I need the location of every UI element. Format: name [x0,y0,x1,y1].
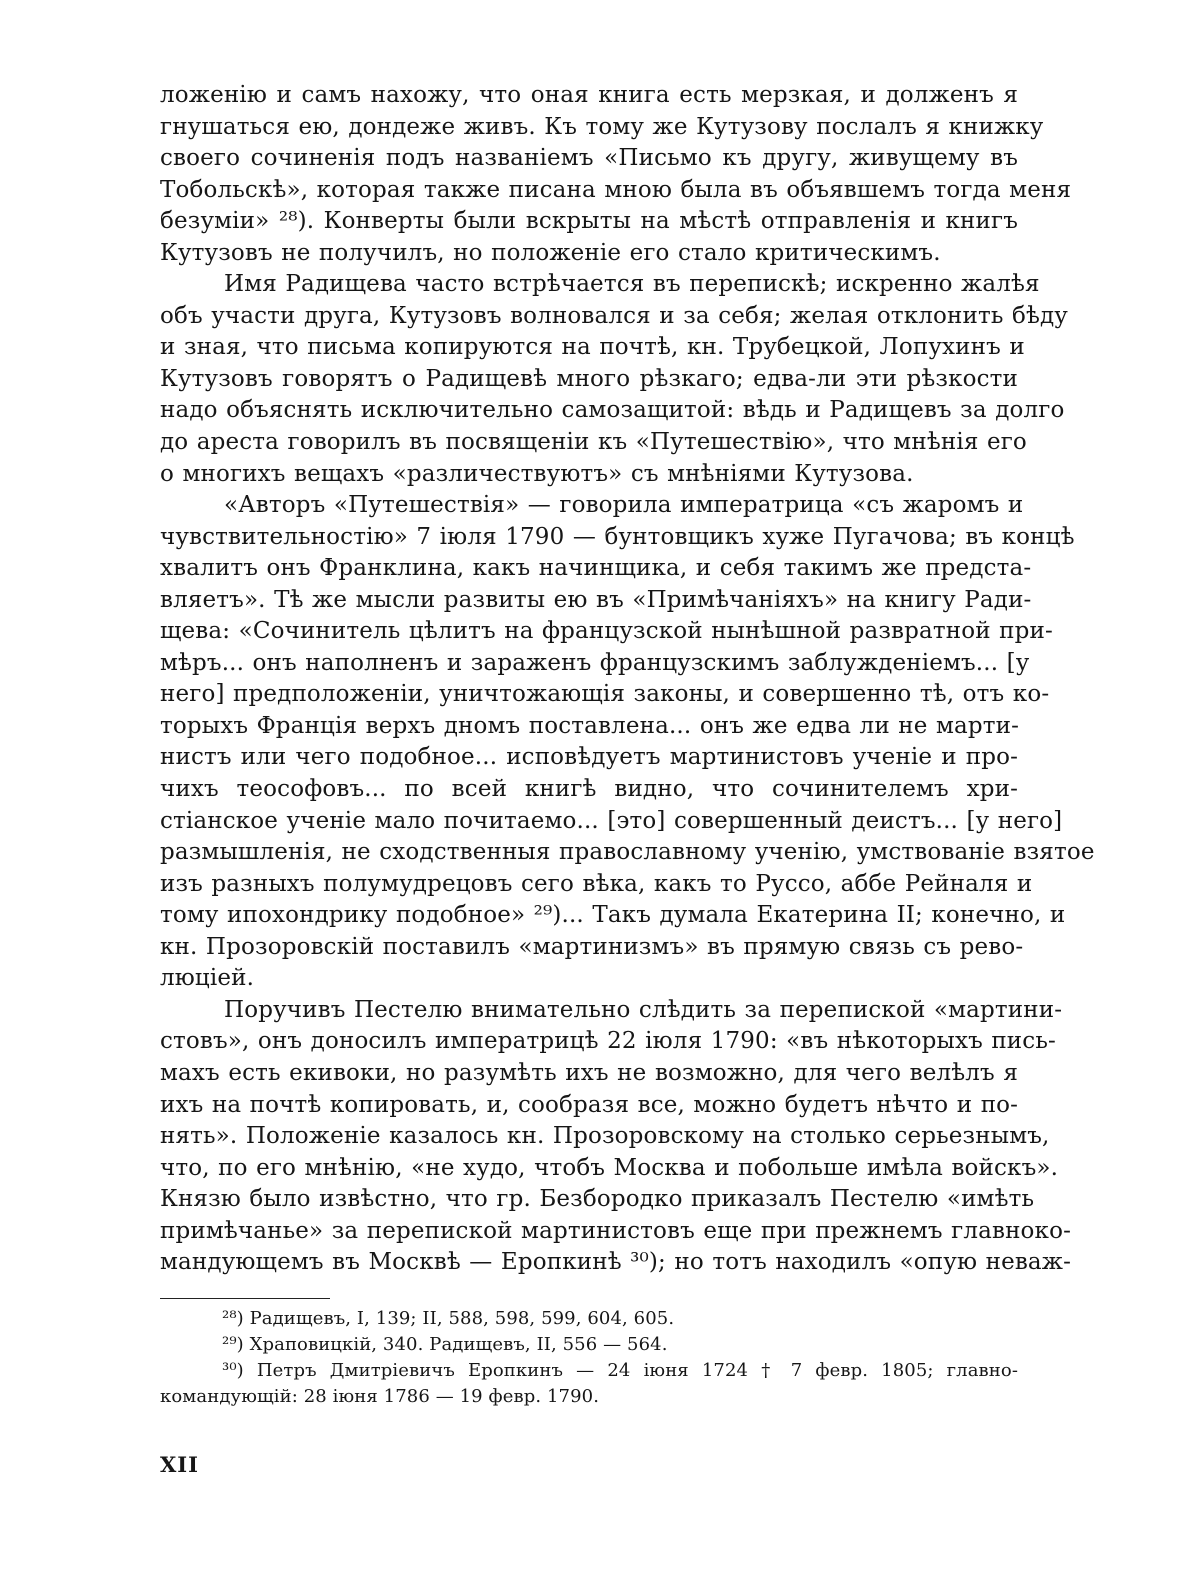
footnotes [160,1306,1018,1410]
text-line: Князю было извѣстно, что гр. Безбородко приказалъ Пестелю «имѣть [160,1186,1035,1213]
footnote-divider [160,1298,330,1299]
footnote-29: ²⁹) Храповицкій, 340. Радищевъ, II, 556 — 564. [222,1334,668,1355]
text-line: до ареста говорилъ въ посвященіи къ «Путешествію», что мнѣнія его [160,429,1027,456]
footnote-30: ³⁰) Петръ Дмитріевичъ Еропкинъ — 24 іюня 1724 † 7 февр. 1805; главно- [222,1360,1018,1381]
text-line: кн. Прозоровскій поставилъ «мартинизмъ» въ прямую связь съ рево- [160,933,1024,960]
text-line: размышленія, не сходственныя православному ученію, умствованіе взятое [160,839,1095,866]
text-line: торыхъ Франція верхъ дномъ поставлена... онъ же едва ли не марти- [160,712,1020,739]
text-line: махъ есть екивоки, но разумѣть ихъ не возможно, для чего велѣлъ я [160,1059,1018,1086]
footnote-28: ²⁸) Радищевъ, I, 139; II, 588, 598, 599, 604, 605. [222,1308,675,1329]
text-line: объ участи друга, Кутузовъ волновался и за себя; желая отклонить бѣду [160,302,1068,329]
text-line: Имя Радищева часто встрѣчается въ перепискѣ; искренно жалѣя [224,271,1040,298]
paragraph-2 [160,269,1068,490]
text-line: что, по его мнѣнію, «не худо, чтобъ Москва и побольше имѣла войскъ». [160,1154,1059,1181]
text-line: примѣчанье» за перепиской мартинистовъ еще при прежнемъ главноко- [160,1217,1071,1244]
paragraph-3 [160,490,1095,995]
page-number: XII [160,1452,199,1477]
footnote-30-continued: командующій: 28 іюня 1786 — 19 февр. 1790. [160,1386,600,1407]
text-line: хвалитъ онъ Франклина, какъ начинщика, и себя такимъ же предста- [160,555,1032,582]
text-line: безуміи» ²⁸). Конверты были вскрыты на мѣстѣ отправленія и книгъ [160,208,1018,235]
text-line: чувствительностію» 7 іюля 1790 — бунтовщикъ хуже Пугачова; въ концѣ [160,523,1075,550]
text-line: нистъ или чего подобное... исповѣдуетъ мартинистовъ ученіе и про- [160,744,1018,771]
text-line: гнушаться ею, дондеже живъ. Къ тому же Кутузову послалъ я книжку [160,113,1044,140]
text-line: люціей. [160,965,255,992]
paragraph-1 [160,80,1072,269]
text-line: о многихъ вещахъ «различествуютъ» съ мнѣніями Кутузова. [160,460,914,487]
text-line: мѣръ... онъ наполненъ и зараженъ французскимъ заблужденіемъ... [у [160,649,1030,676]
text-line: Кутузовъ говорятъ о Радищевѣ много рѣзкаго; едва-ли эти рѣзкости [160,365,1018,392]
text-line: «Авторъ «Путешествія» — говорила императрица «съ жаромъ и [224,492,1024,519]
text-line: стовъ», онъ доносилъ императрицѣ 22 іюля 1790: «въ нѣкоторыхъ пись- [160,1028,1056,1055]
text-line: ихъ на почтѣ копировать, и, сообразя все, можно будетъ нѣчто и по- [160,1091,1019,1118]
text-line: мандующемъ въ Москвѣ — Еропкинѣ ³⁰); но тотъ находилъ «опую неваж- [160,1249,1072,1276]
text-line: стіанское ученіе мало почитаемо... [это] совершенный деистъ... [у него] [160,807,1063,834]
text-line: вляетъ». Тѣ же мысли развиты ею въ «Примѣчаніяхъ» на книгу Ради- [160,586,1032,613]
paragraph-4 [160,995,1072,1279]
text-line: Тобольскѣ», которая также писана мною была въ объявшемъ тогда меня [160,176,1072,203]
text-line: нять». Положеніе казалось кн. Прозоровскому на столько серьезнымъ, [160,1123,1050,1150]
text-line: надо объяснять исключительно самозащитой: вѣдь и Радищевъ за долго [160,397,1065,424]
text-line: Кутузовъ не получилъ, но положеніе его стало критическимъ. [160,239,941,266]
text-line: него] предположеніи, уничтожающія законы, и совершенно тѣ, отъ ко- [160,681,1050,708]
body-text [160,80,1095,1279]
text-line: щева: «Сочинитель цѣлитъ на французской нынѣшной развратной при- [160,618,1053,645]
text-line: тому ипохондрику подобное» ²⁹)... Такъ думала Екатерина II; конечно, и [160,902,1066,929]
text-line: ложенію и самъ нахожу, что оная книга есть мерзкая, и долженъ я [160,82,1018,108]
text-line: изъ разныхъ полумудрецовъ сего вѣка, какъ то Руссо, аббе Рейналя и [160,870,1033,897]
text-line: и зная, что письма копируются на почтѣ, кн. Трубецкой, Лопухинъ и [160,334,1025,361]
text-line: Поручивъ Пестелю внимательно слѣдить за перепиской «мартини- [224,996,1063,1023]
text-line: своего сочиненія подъ названіемъ «Письмо къ другу, живущему въ [160,145,1018,172]
text-line: чихъ теософовъ... по всей книгѣ видно, что сочинителемъ хри- [160,776,1018,803]
